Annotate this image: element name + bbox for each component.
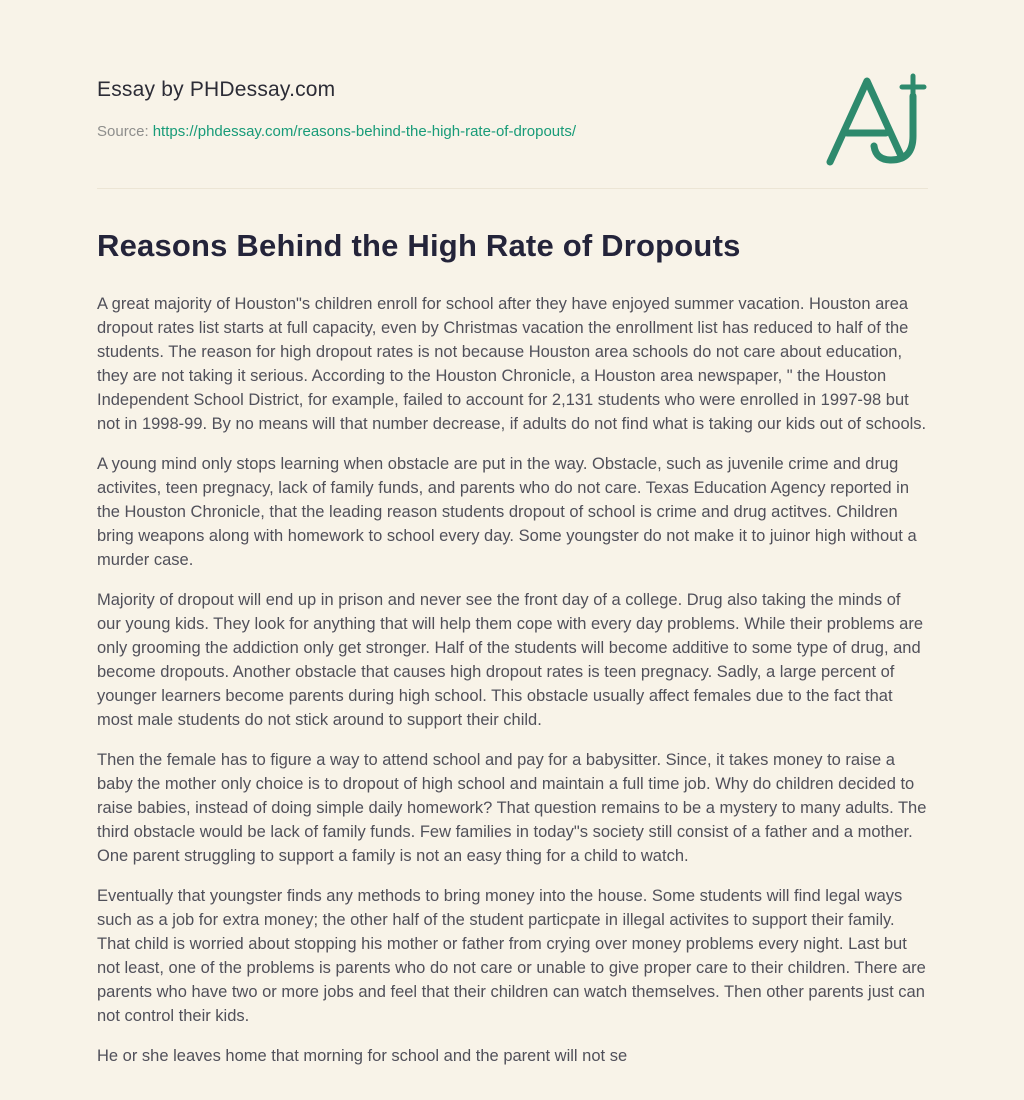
header-divider <box>97 188 928 189</box>
essay-paragraph: Majority of dropout will end up in prison and never see the front day of a college. Drug also taking the minds of our young kids. They look for anything that will help them cope with every day problems. While their problems are only grooming the addiction only get stronger. Half of the students will become additive to some type of drug, and become dropouts. Another obstacle that causes high dropout rates is teen pregnacy. Sadly, a large percent of younger learners become parents during high school. This obstacle usually affect females due to the fact that most male students do not stick around to support their child. <box>97 591 924 729</box>
essay-paragraph: A young mind only stops learning when obstacle are put in the way. Obstacle, such as juvenile crime and drug activites, teen pregnacy, lack of family funds, and parents who do not care. Texas Education Agency reported in the Houston Chronicle, that the leading reason students dropout of school is crime and drug actitves. Children bring weapons along with homework to school every day. Some youngster do not make it to juinor high without a murder case. <box>97 455 917 569</box>
essay-title: Reasons Behind the High Rate of Dropouts <box>97 228 741 263</box>
essay-body <box>97 292 928 1068</box>
essay-byline: Essay by PHDessay.com <box>97 78 336 101</box>
essay-paragraph: A great majority of Houston"s children enroll for school after they have enjoyed summer vacation. Houston area dropout rates list starts at full capacity, even by Christmas vacation the enrollment list has reduced to half of the students. The reason for high dropout rates is not because Houston area schools do not care about education, they are not taking it serious. According to the Houston Chronicle, a Houston area newspaper, " the Houston Independent School District, for example, failed to account for 2,131 students who were enrolled in 1997-98 but not in 1998-99. By no means will that number decrease, if adults do not find what is taking our kids out of schools. <box>97 295 927 433</box>
source-label: Source: <box>97 123 149 140</box>
essay-paragraph: Then the female has to figure a way to attend school and pay for a babysitter. Since, it takes money to raise a baby the mother only choice is to dropout of high school and maintain a full time job. Why do children decided to raise babies, instead of doing simple daily homework? That question remains to be a mystery to many adults. The third obstacle would be lack of family funds. Few families in today"s society still consist of a father and a mother. One parent struggling to support a family is not an easy thing for a child to watch. <box>97 751 927 865</box>
essay-paragraph: Eventually that youngster finds any methods to bring money into the house. Some students will find legal ways such as a job for extra money; the other half of the student particpate in illegal activites to support their family. That child is worried about stopping his mother or father from crying over money problems every night. Last but not least, one of the problems is parents who do not care or unable to give proper care to their children. There are parents who have two or more jobs and feel that their children can watch themselves. Then other parents just can not control their kids. <box>97 887 926 1025</box>
phdessay-a-plus-logo-icon <box>820 72 932 166</box>
source-link[interactable]: https://phdessay.com/reasons-behind-the-high-rate-of-dropouts/ <box>152 123 576 140</box>
essay-paragraph: He or she leaves home that morning for school and the parent will not se <box>97 1047 628 1065</box>
source-line <box>97 123 928 140</box>
page-header <box>97 78 928 140</box>
